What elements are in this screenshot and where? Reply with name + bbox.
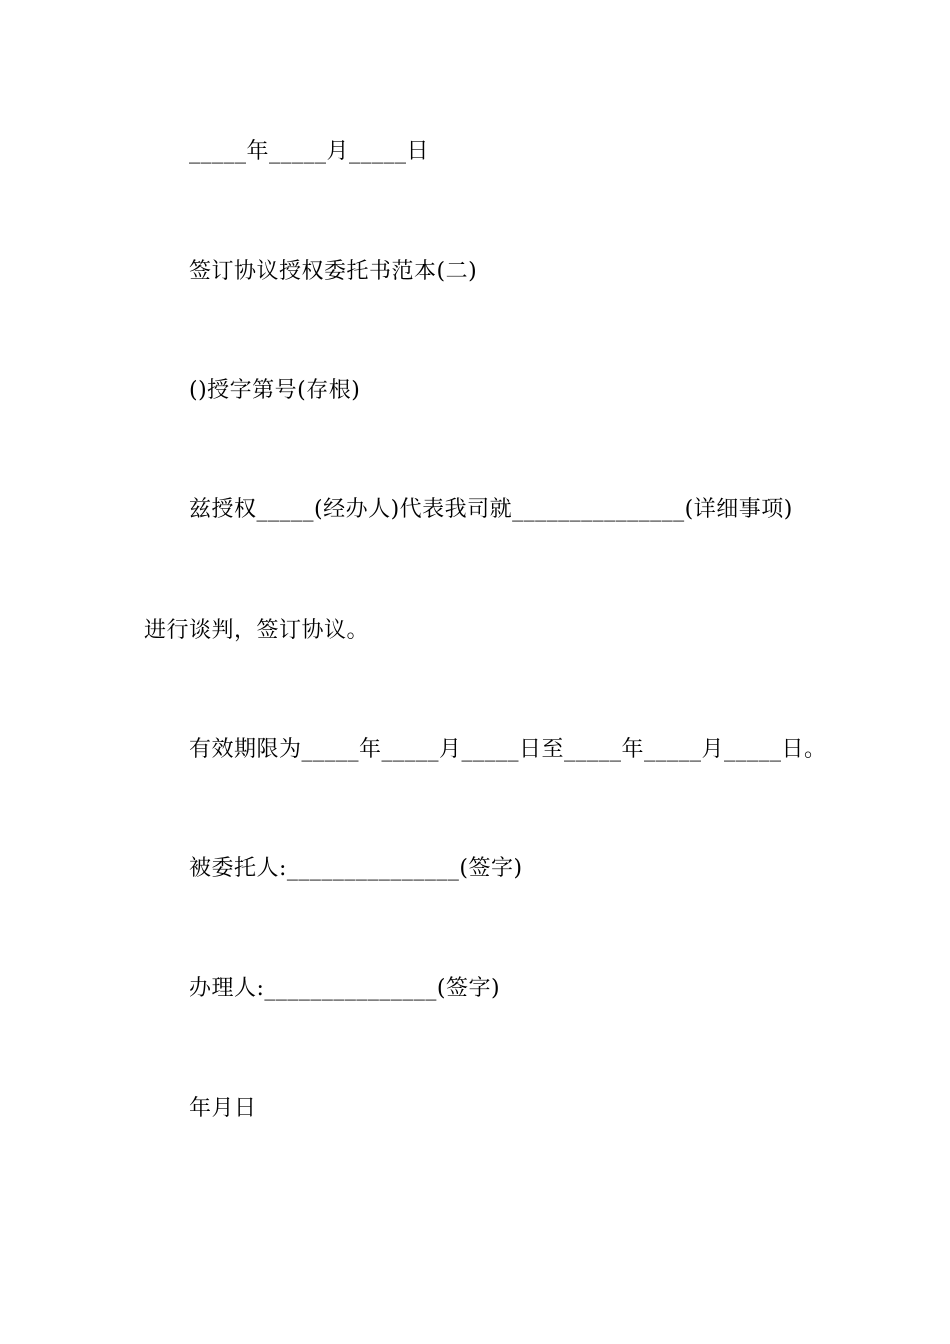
authorization-clause: 兹授权_____(经办人)代表我司就_______________(详细事项) [189,497,793,522]
validity-period: 有效期限为_____年_____月_____日至_____年_____月_____日。 [189,737,827,762]
handler-signature-line: 办理人:_______________(签字) [189,976,501,1001]
authorization-number: ()授字第号(存根) [189,378,361,403]
document-title: 签订协议授权委托书范本(二) [189,259,478,284]
date-blank-line: _____年_____月_____日 [189,139,430,164]
closing-date-line: 年月日 [189,1096,257,1121]
authorization-clause-continued: 进行谈判，签订协议。 [144,618,370,643]
trustee-signature-line: 被委托人:_______________(签字) [189,856,523,881]
